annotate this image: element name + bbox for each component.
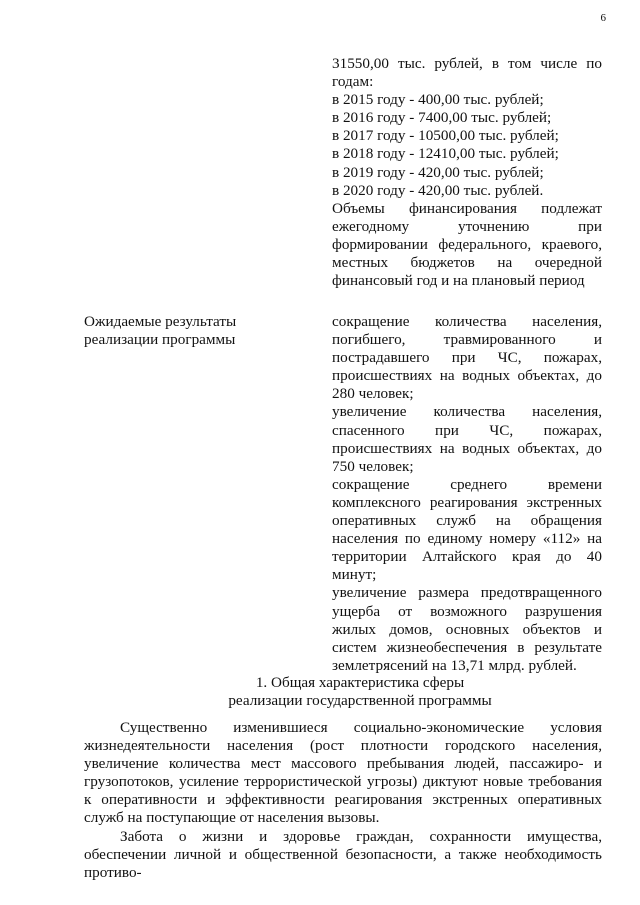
- funding-year-line: в 2019 году - 420,00 тыс. рублей;: [332, 163, 544, 181]
- section-heading-line: 1. Общая характеристика сферы: [255, 674, 465, 691]
- funding-year-line: в 2017 году - 10500,00 тыс. рублей;: [332, 127, 559, 145]
- expected-results: [332, 313, 602, 675]
- funding-note: Объемы финансирования подлежат ежегодному уточнению при формировании федерального, краевого, местных бюджетов на очередной финансовый год и на плановый период: [332, 199, 602, 290]
- result-item: сокращение количества населения, погибшего, травмированного и пострадавшего при ЧС, пожарах, происшествиях на водных объектах, до 280 человек;: [332, 313, 602, 403]
- page-number: 6: [600, 12, 606, 24]
- funding-total-line: 31550,00 тыс. рублей, в том числе по годам:: [332, 55, 602, 91]
- funding-year-line: в 2016 году - 7400,00 тыс. рублей;: [332, 109, 552, 127]
- funding-year-line: в 2015 году - 400,00 тыс. рублей;: [332, 91, 544, 109]
- result-item: увеличение количества населения, спасенного при ЧС, пожарах, происшествиях на водных объектах, до 750 человек;: [332, 403, 602, 475]
- section-heading-line: реализации государственной программы: [228, 691, 492, 709]
- body-paragraph: Забота о жизни и здоровье граждан, сохранности имущества, обеспечении личной и общественной безопасности, а также необходимость противо-: [84, 827, 602, 881]
- body-text: [84, 719, 602, 882]
- section-heading: [150, 674, 570, 709]
- funding-details: [332, 55, 602, 290]
- results-label: Ожидаемые результаты реализации программы: [84, 313, 237, 349]
- result-item: увеличение размера предотвращенного ущерба от возможного разрушения жилых домов, основных объектов и систем жизнеобеспечения в результате землетрясений на 13,71 млрд. рублей.: [332, 584, 602, 674]
- body-paragraph: Существенно изменившиеся социально-экономические условия жизнедеятельности населения (рост плотности городского населения, увеличение количества мест массового пребывания людей, пассажиро- и грузопотоков, усиление террористической угрозы) диктуют новые требования к оперативности и эффективности реагирования экстренных оперативных служб на поступающие от населения вызовы.: [84, 719, 602, 827]
- funding-year-line: в 2020 году - 420,00 тыс. рублей.: [332, 181, 544, 199]
- funding-year-line: в 2018 году - 12410,00 тыс. рублей;: [332, 145, 559, 163]
- result-item: сокращение среднего времени комплексного реагирования экстренных оперативных служб на обращения населения по единому номеру «112» на территории Алтайского края до 40 минут;: [332, 475, 602, 584]
